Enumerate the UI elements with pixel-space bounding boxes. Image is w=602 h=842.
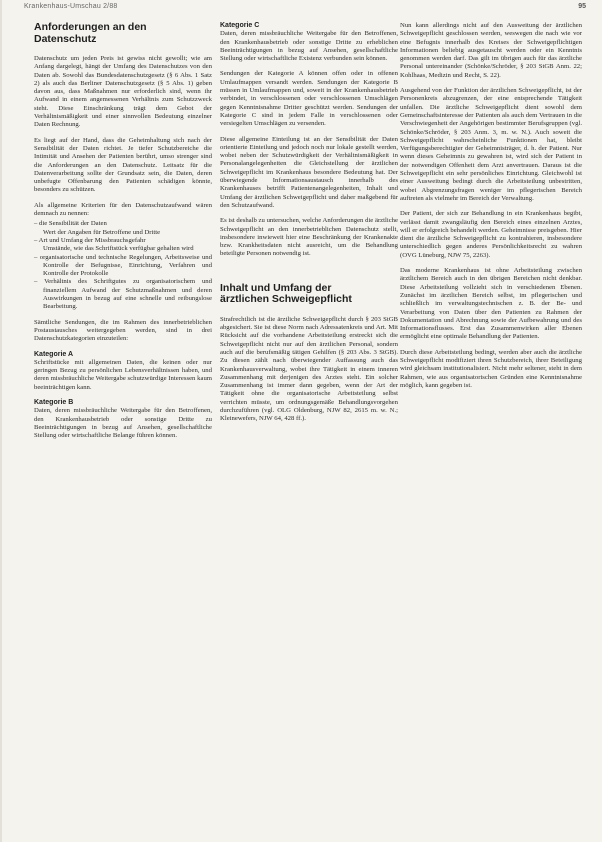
section-heading-schweigepflicht xyxy=(220,283,398,306)
column-right xyxy=(400,22,582,397)
heading-line: Anforderungen an den xyxy=(34,21,147,33)
criteria-list xyxy=(34,220,212,311)
list-item-text: – organisatorische und technische Regelungen, Arbeitsweise und Kontrolle der Befugnisse, Einrichtung, Verfahren und Kontrolle der Protokolle xyxy=(34,253,212,278)
category-a-text: Schriftstücke mit allgemeinen Daten, die keinen oder nur geringen Bezug zu persönlichen Lebensverhältnissen haben, und deren missbräuchliche Weitergabe schutzwürdige Interessen kaum beeinträchtigen kann. xyxy=(34,358,212,391)
paragraph: Durch diese Arbeitsteilung bedingt, werden aber auch die ärztliche Schweigepflicht modifiziert ihren Schutzbereich, ihrer Beteiligung wird gleichsam institutionalisiert. Nicht mehr seltener, steht in dem Rahmen, wie aus organisatorischen Gründen eine Kenntnisnahme möglich, kann gegeben ist. xyxy=(400,348,582,389)
paragraph: Es ist deshalb zu untersuchen, welche Anforderungen die ärztliche Schweigepflicht an den innerbetrieblichen Datenschutz stellt, insbesondere inwieweit hier eine Beschränkung der Krankenakte bzw. Krankheitsdaten nicht ausreicht, um die Behandlung beteiligte Personen notwendig ist. xyxy=(220,217,398,258)
list-item xyxy=(34,220,212,237)
paragraph: Diese allgemeine Einteilung ist an der Sensibilität der Daten orientierte Einteilung und jedoch noch nur lokale gestellt werden, wobei neben der Schutzwürdigkeit der Verhältnismäßigkeit in Personalangelegenheiten die Gleichstellung der ärztlichen Schweigepflicht im Krankenhaus besondere Bedeutung hat. Der überwiegende Informationsaustausch innerhalb des Krankenhauses betrifft Patientenangelegenheiten, Inhalt und Umfang der ärztlichen Schweigepflicht und daher maßgebend für den Schutzaufwand. xyxy=(220,135,398,209)
category-b-text: Daten, deren missbräuchliche Weitergabe für den Betroffenen, den Krankenhausbetrieb oder sonstige Dritte zu Beeinträchtigungen in bezug auf Ansehen, gesellschaftliche Stellung oder wirtschaftliche Belange führen können. xyxy=(34,407,212,440)
column-left xyxy=(34,22,212,447)
page-number: 95 xyxy=(578,3,586,10)
paragraph: Als allgemeine Kriterien für den Datenschutzaufwand wären demnach zu nennen: xyxy=(34,201,212,218)
paragraph: Es liegt auf der Hand, dass die Geheimhaltung sich nach der Sensibilität der Daten richtet. Je tiefer Schutzbereiche die Intimität und Ansehen der Patienten berührt, umso strenger sind die Anforderungen an den Datenschutz. Leitsatz für die Datenverarbeitung sollte der Grundsatz sein, die Daten, deren unbefugte Offenbarung den Patienten schädigen könnte, besonders zu schützen. xyxy=(34,136,212,194)
scan-edge xyxy=(0,0,2,842)
list-item xyxy=(34,254,212,279)
list-item-text: – Art und Umfang der Missbrauchsgefahr xyxy=(34,236,146,244)
heading-line: Inhalt und Umfang der xyxy=(220,281,332,294)
category-c-text: Daten, deren missbräuchliche Weitergabe für den Betroffenen, den Krankenhausbetrieb oder sonstige Dritte zu erheblichen Beeinträchtigungen in bezug auf Ansehen, gesellschaftliche Stellung oder wirtschaftliche Existenz verbunden sein können. xyxy=(220,30,398,63)
paragraph: Ausgehend von der Funktion der ärztlichen Schweigepflicht, ist der Personenkreis abzugrenzen, der eine entsprechende Tätigkeit unfallen. Die ärztliche Schweigepflicht dient sowohl dem Gemeinschaftsinteresse der Patienten als auch dem Vertrauen in die Verschwiegenheit der Angehörigen bestimmter Berufsgruppen (vgl. Schönke/Schröder, § 203 Anm. 3, m. w. N.). Auch soweit die Schweigepflicht wahrscheinliche Funktionen hat, bleibt Verfügungsberechtigter der Geheimnisträger, d. h. der Patient. Nur wenn dieses Geheimnis zu gewahren ist, wird sich der Patient in der notwendigen Offenheit dem Arzt anvertrauen. Daraus ist die Schweigepflicht ein sehr persönliches Einrichtung. Gleichwohl ist einer Ausweitung bedingt durch die Arbeitsteilung unbestritten, wobei Abgrenzungsfragen weniger im pflegerischen Bereich auftreten als vielmehr im Bereich der Verwaltung. xyxy=(400,87,582,202)
category-a-title: Kategorie A xyxy=(34,350,74,358)
list-item xyxy=(34,278,212,311)
list-item xyxy=(34,237,212,254)
running-header: Krankenhaus-Umschau 2/88 xyxy=(24,3,118,10)
heading-line: ärztlichen Schweigepflicht xyxy=(220,293,352,306)
list-item-subtext: Wert der Angaben für Betroffene und Dritte xyxy=(43,228,161,236)
paragraph: Strafrechtlich ist die ärztliche Schweigepflicht durch § 203 StGB abgesichert. Sie ist diese Norm nach Adressatenkreis und Art. Mit Rücksicht auf die vorhandene Arbeitsteilung erstreckt sich die Schweigepflicht nicht nur auf den ärztlichen Personal, sondern auch auf die berufsmäßig tätigen Gehilfen (§ 203 Abs. 3 StGB). Zu diesen zählt nach überwiegender Auffassung auch das Krankenhausverwaltung, wobei ihre Tätigkeit in einem inneren Zusammenhang mit derjenigen des Arztes steht. Ein solcher Zusammenhang ist immer dann gegeben, wenn der Art der Tätigkeit ohne die organisatorische Arbeitsteilung selbst verrichten müsste, um ordnungsgemäße Behandlungsvorgehen durchzuführen (vgl. OLG Oldenburg, NJW 82, 2615 m. w. N.; Kleinewefers, NJW 64, 428 ff.). xyxy=(220,315,398,423)
paragraph: Datenschutz um jeden Preis ist gewiss nicht gewollt; wie am Anfang dargelegt, hängt der Umfang des Datenschutzes von den Daten ab. Sowohl das Bundesdatenschutzgesetz (§ 6 Abs. 1 Satz 2) als auch das Berliner Datenschutzgesetz (§ 5 Abs. 1) geben davon aus, dass Maßnahmen nur erforderlich sind, wenn ihr Aufwand in einem angemessenen Verhältnis zum Schutzzweck steht. Diese Einschränkung trägt dem Gebot der Verhältnismäßigkeit und einer sinnvollen Bedeutung einzelner Daten Rechnung. xyxy=(34,55,212,129)
category-b-title: Kategorie B xyxy=(34,398,74,406)
heading-line: Datenschutz xyxy=(34,32,97,45)
paragraph: Sendungen der Kategorie A können offen oder in offenen Umlaufmappen versandt werden. Sendungen der Kategorie B müssen in Umlaufmappen und, soweit in der Krankenhausbetrieb verbindet, in verschlossenen oder verschlossenen Umschlägen gegen Kenntnisnahme Dritter geschützt werden. Sendungen der Kategorie C sind in jedem Falle in verschlossenen oder versiegelten Umschlägen zu versenden. xyxy=(220,70,398,128)
column-middle xyxy=(220,22,398,431)
list-item-text: – die Sensibilität der Daten xyxy=(34,220,107,228)
paragraph: Sämtliche Sendungen, die im Rahmen des innerbetrieblichen Postaustausches weitergegeben werden, sind in drei Datenschutzkategorien einzuteilen: xyxy=(34,318,212,343)
list-item-subtext: Umstände, wie das Schriftstück verfügbar gehalten wird xyxy=(43,245,194,253)
list-item-text: – Verhältnis des Schriftgutes zu organisatorischem und finanziellem Aufwand der Schutzmaßnahmen und deren Auswirkungen in bezug auf eine schnelle und reibungslose Bearbeitung. xyxy=(34,278,212,311)
paragraph: Das moderne Krankenhaus ist ohne Arbeitsteilung zwischen ärztlichem Bereich auch in den übrigen Bereichen nicht denkbar. Diese Arbeitsteilung vollzieht sich in verschiedenen Ebenen. Zunächst im ärztlichen Bereich selbst, im pflegerischen und schließlich im verwaltungstechnischen z. B. der Be- und Verarbeitung von Daten über den Patienten zu Rahmen der Dokumentation und Abrechnung sowie der Aufbewahrung und des Informationsflusses. Erst das Zusammenwirken aller Ebenen ermöglicht eine optimale Behandlung der Patienten. xyxy=(400,267,582,341)
section-heading-datenschutz xyxy=(34,22,212,45)
paragraph: Nun kann allerdings nicht auf den Ausweitung der ärztlichen Schweigepflicht geschlossen werden, weswegen die nach wie vor eine Befugnis innerhalb des Kreises der Schweigepflichtigen Informationen beliebig ausgetauscht werden oder ein Kenntnis genommen werden darf. Das gilt im übrigen auch für das ärztliche Personal untereinander (Schönke/Schröder, § 203 StGB Anm. 22; Kohlhaas, Medizin und Recht, S. 22). xyxy=(400,22,582,79)
category-c-title: Kategorie C xyxy=(220,22,260,29)
paragraph: Der Patient, der sich zur Behandlung in ein Krankenhaus begibt, verlässt damit zwangsläufig den Bereich eines einzelnen Arztes, will er erfolgreich behandelt werden. Geheimnisse preisgeben. Hier dient die ärztliche Schweigepflicht zu kontrahieren, insbesondere unterschiedlich gegen anderes Persönlichkeitsrecht zu wahren (OVG Lüneburg, NJW 75, 2263). xyxy=(400,210,582,259)
